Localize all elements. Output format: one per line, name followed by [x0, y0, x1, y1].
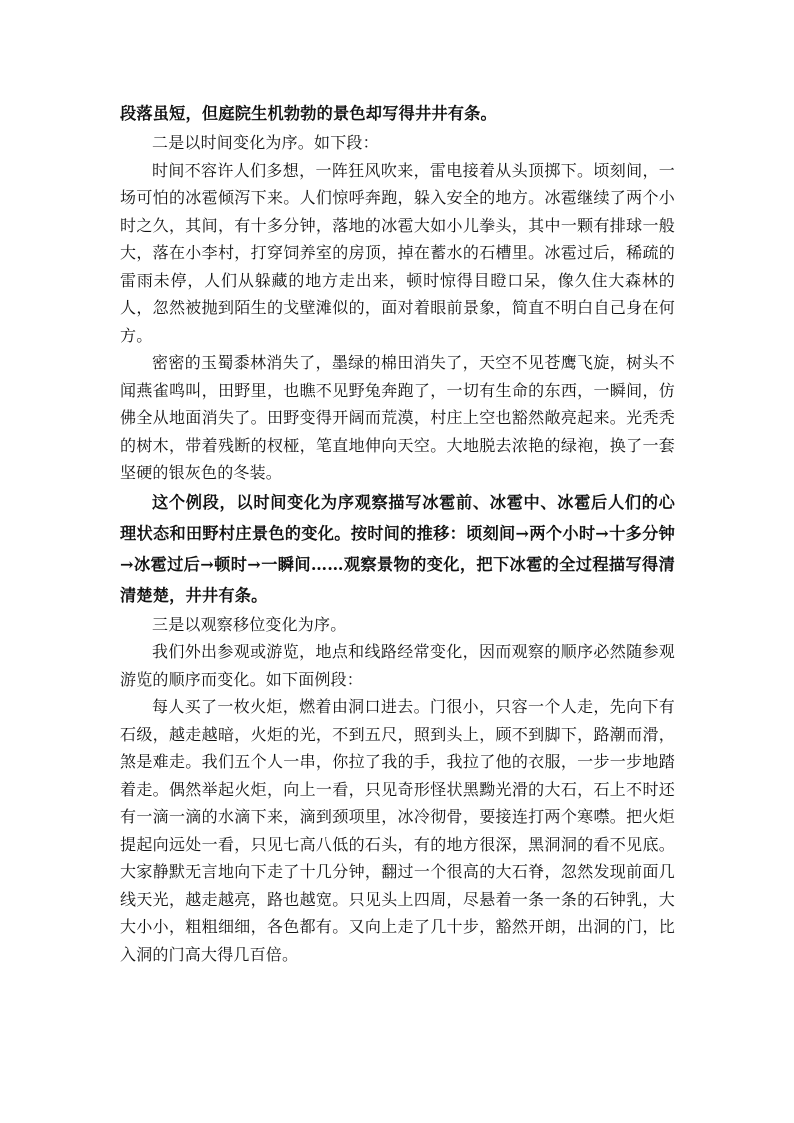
paragraph-hail-example-1: 时间不容许人们多想，一阵狂风吹来，雷电接着从头顶掷下。顷刻间，一场可怕的冰雹倾泻下来。人们惊呼奔跑，躲入安全的地方。冰雹继续了两个小时之久，其间，有十多分钟，落地的冰雹大如小儿拳头，其中一颗有排球一般大，落在小李村，打穿饲养室的房顶，掉在蓄水的石槽里。冰雹过后，稀疏的雷雨未停，人们从躲藏的地方走出来，顿时惊得目瞪口呆，像久住大森林的人，忽然被抛到陌生的戈壁滩似的，面对着眼前景象，简直不明白自己身在何方。	[120, 160, 675, 345]
paragraph-summary-courtyard: 段落虽短，但庭院生机勃勃的景色却写得井井有条。	[120, 104, 497, 123]
paragraph-hail-analysis: 这个例段，以时间变化为序观察描写冰雹前、冰雹中、冰雹后人们的心理状态和田野村庄景色的变化。按时间的推移：顷刻间→两个小时→十多分钟→冰雹过后→顿时→一瞬间……观察景物的变化，把下冰雹的全过程描写得清清楚楚，井井有条。	[120, 492, 675, 605]
paragraph-heading-time-order: 二是以时间变化为序。如下段：	[152, 133, 379, 152]
paragraph-cave-example: 每人买了一枚火炬，燃着由洞口进去。门很小，只容一个人走，先向下有石级，越走越暗，火炬的光，不到五尺，照到头上，顾不到脚下，路潮而滑，煞是难走。我们五个人一串，你拉了我的手，我拉了他的衣服，一步一步地踏着走。偶然举起火炬，向上一看，只见奇形怪状黑黝光滑的大石，石上不时还有一滴一滴的水滴下来，滴到颈项里，冰冷彻骨，要接连打两个寒噤。把火炬提起向远处一看，只见七高八低的石头，有的地方很深，黑洞洞的看不见底。大家静默无言地向下走了十几分钟，翻过一个很高的大石脊，忽然发现前面几线天光，越走越亮，路也越宽。只见头上四周，尽悬着一条一条的石钟乳，大大小小，粗粗细细，各色都有。又向上走了几十步，豁然开朗，出洞的门，比入洞的门高大得几百倍。	[120, 697, 675, 964]
paragraph-position-intro: 我们外出参观或游览，地点和线路经常变化，因而观察的顺序必然随参观游览的顺序而变化。如下面例段：	[120, 642, 675, 689]
paragraph-hail-example-2: 密密的玉蜀黍林消失了，墨绿的棉田消失了，天空不见苍鹰飞旋，树头不闻燕雀鸣叫，田野里，也瞧不见野兔奔跑了，一切有生命的东西，一瞬间，仿佛全从地面消失了。田野变得开阔而荒漠，村庄上空也豁然敞亮起来。光秃秃的树木，带着残断的杈桠，笔直地伸向天空。大地脱去浓艳的绿袍，换了一套坚硬的银灰色的冬装。	[120, 353, 675, 482]
document-body	[120, 98, 675, 968]
paragraph-heading-position-order: 三是以观察移位变化为序。	[152, 614, 347, 634]
